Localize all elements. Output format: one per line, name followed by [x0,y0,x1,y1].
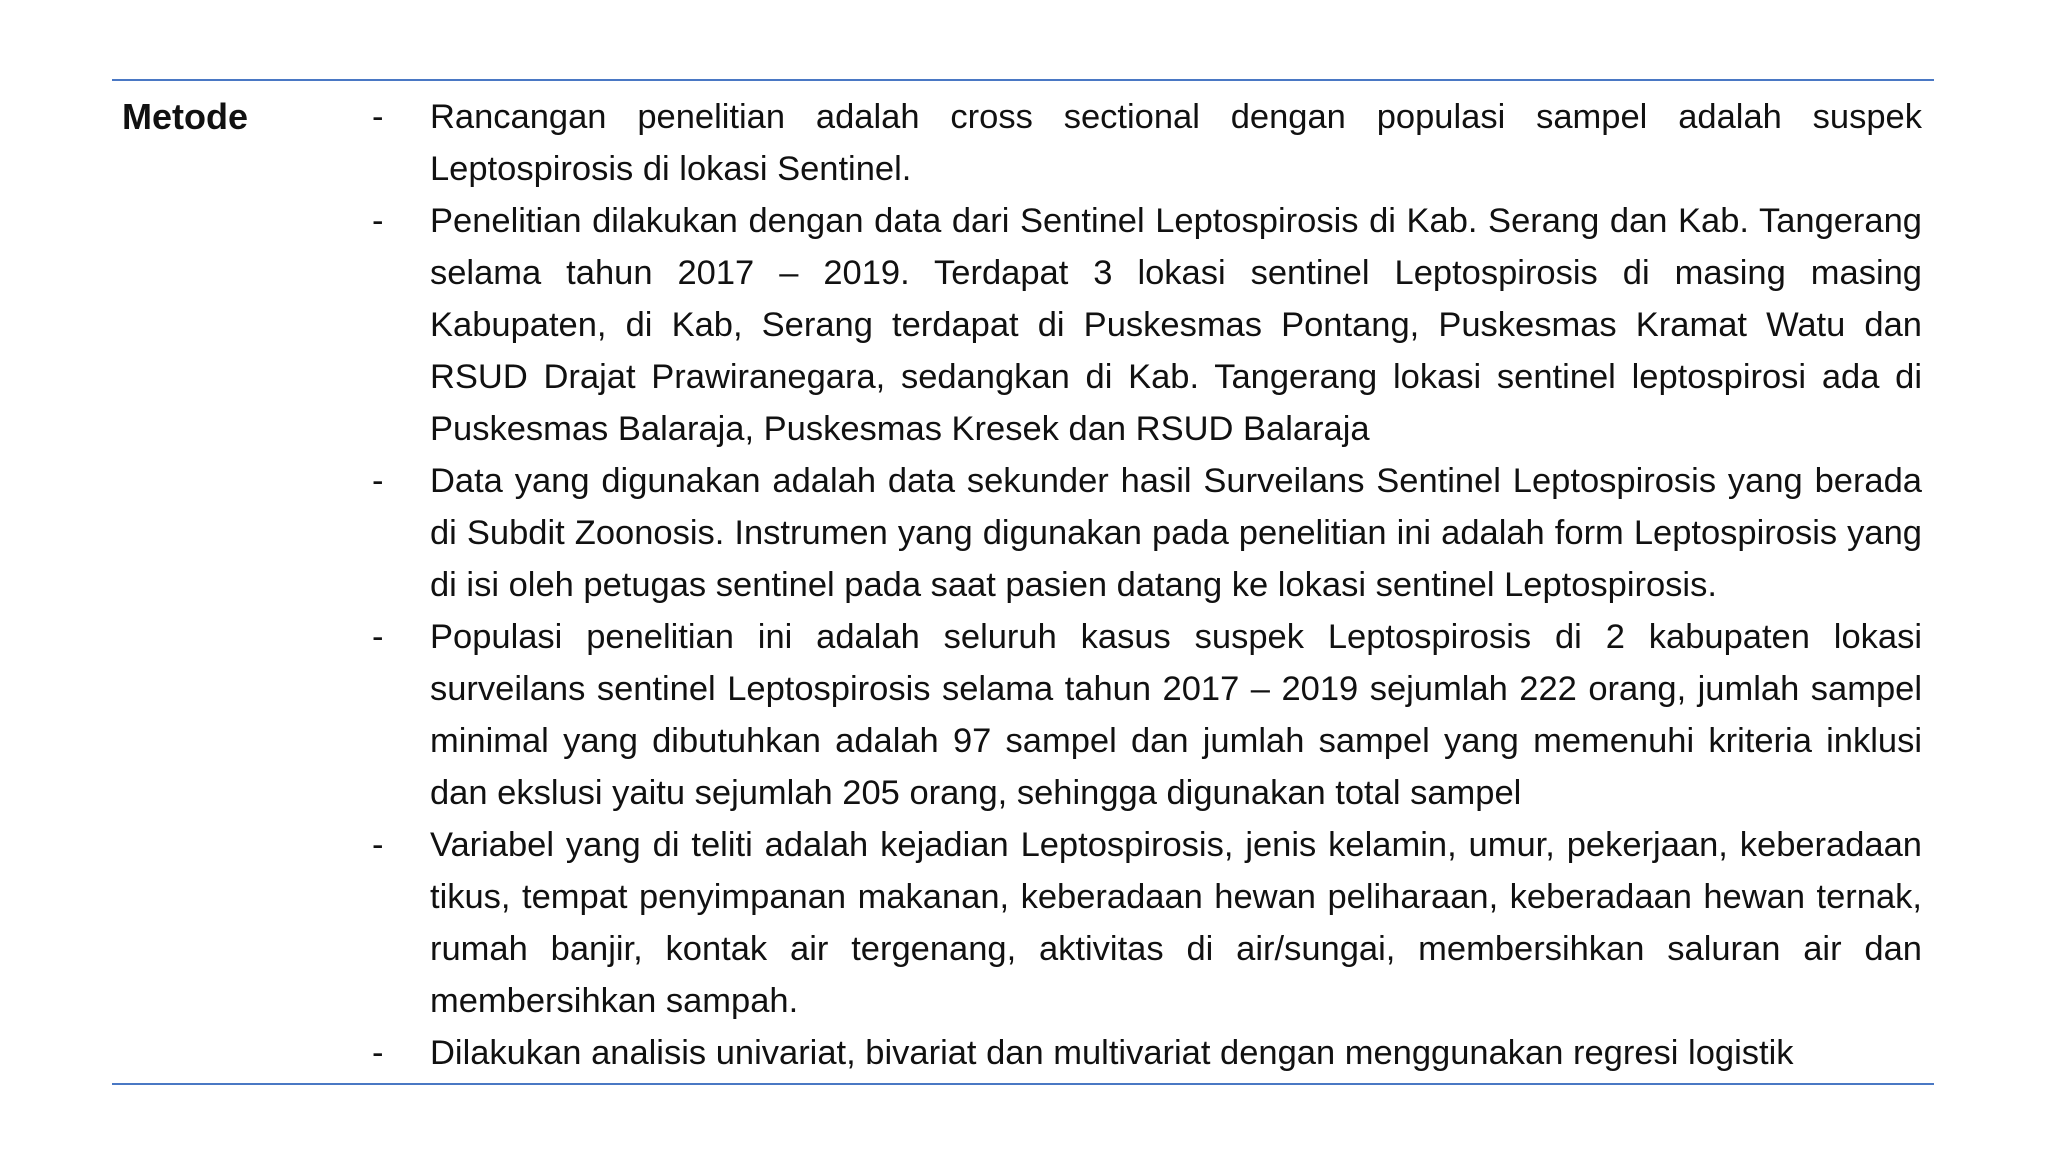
bullet-text: Rancangan penelitian adalah cross sectional dengan populasi sampel adalah suspek Leptospirosis di lokasi Sentinel. [430,98,1922,188]
bullet-dash: - [372,98,384,136]
bullet-dash: - [372,1034,384,1072]
bullet-dash: - [372,462,384,500]
bullet-text: Variabel yang di teliti adalah kejadian Leptospirosis, jenis kelamin, umur, pekerjaan, keberadaan tikus, tempat penyimpanan makanan, keberadaan hewan peliharaan, keberadaan hewan ternak, rumah banjir, kontak air tergenang, aktivitas di air/sungai, membersihkan saluran air dan membersihkan sampah. [430,826,1922,1020]
bullet-dash: - [372,618,384,656]
list-item [370,455,1922,611]
bullet-text: Penelitian dilakukan dengan data dari Sentinel Leptospirosis di Kab. Serang dan Kab. Tangerang selama tahun 2017 – 2019. Terdapat 3 lokasi sentinel Leptospirosis di masing masing Kabupaten, di Kab, Serang terdapat di Puskesmas Pontang, Puskesmas Kramat Watu dan RSUD Drajat Prawiranegara, sedangkan di Kab. Tangerang lokasi sentinel leptospirosi ada di Puskesmas Balaraja, Puskesmas Kresek dan RSUD Balaraja [430,202,1922,448]
list-item [370,611,1922,819]
bullet-text: Dilakukan analisis univariat, bivariat dan multivariat dengan menggunakan regresi logistik [430,1034,1794,1072]
section-content [370,91,1934,1079]
section-label: Metode [122,96,248,137]
list-item [370,91,1922,195]
bullet-text: Populasi penelitian ini adalah seluruh kasus suspek Leptospirosis di 2 kabupaten lokasi surveilans sentinel Leptospirosis selama tahun 2017 – 2019 sejumlah 222 orang, jumlah sampel minimal yang dibutuhkan adalah 97 sampel dan jumlah sampel yang memenuhi kriteria inklusi dan ekslusi yaitu sejumlah 205 orang, sehingga digunakan total sampel [430,618,1922,812]
list-item [370,819,1922,1027]
list-item [370,195,1922,455]
bullet-text: Data yang digunakan adalah data sekunder hasil Surveilans Sentinel Leptospirosis yang berada di Subdit Zoonosis. Instrumen yang digunakan pada penelitian ini adalah form Leptospirosis yang di isi oleh petugas sentinel pada saat pasien datang ke lokasi sentinel Leptospirosis. [430,462,1922,604]
method-row [112,81,1934,1083]
list-item [370,1027,1922,1079]
bullet-dash: - [372,202,384,240]
method-bullet-list [370,91,1922,1079]
bullet-dash: - [372,826,384,864]
method-table [112,79,1934,1085]
